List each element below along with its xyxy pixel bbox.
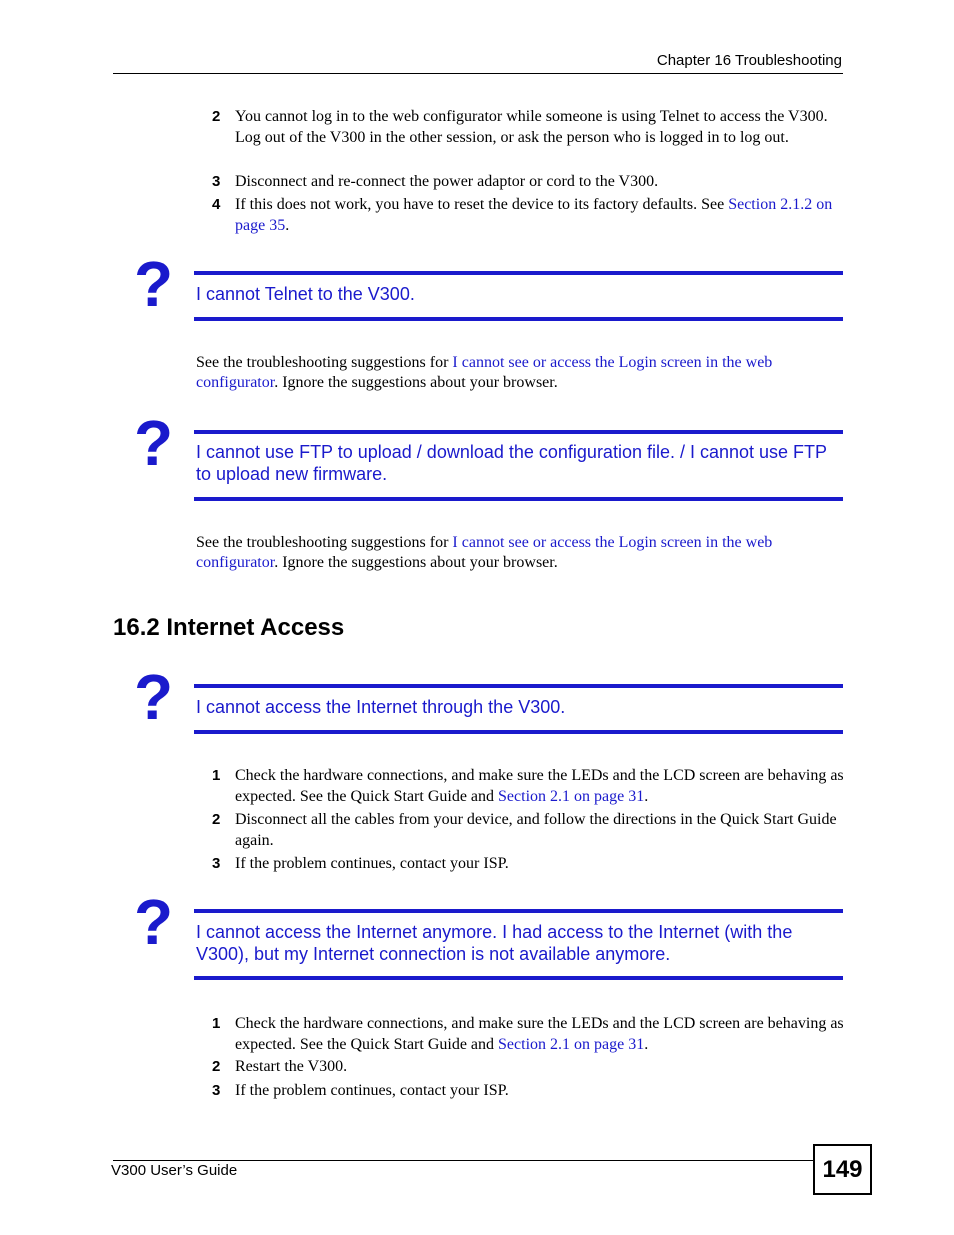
step-text: Disconnect and re-connect the power adaptor or cord to the V300. <box>235 173 659 190</box>
list-item <box>212 106 844 148</box>
list-item <box>212 1056 844 1077</box>
step-text-part: If this does not work, you have to reset the device to its factory defaults. See <box>235 196 729 213</box>
question-title: I cannot use FTP to upload / download the configuration file. / I cannot use FTP to upload new firmware. <box>196 442 827 484</box>
troubleshoot-link[interactable]: I cannot see or access the Login screen in the web configurator <box>196 534 773 571</box>
question-top-bar <box>194 271 843 275</box>
question-top-bar <box>194 684 843 688</box>
question-bottom-bar <box>194 976 843 980</box>
step-text: If the problem continues, contact your ISP. <box>235 1082 509 1099</box>
question-bottom-bar <box>194 730 843 734</box>
question-icon: ? <box>134 407 174 479</box>
question-title: I cannot access the Internet anymore. I had access to the Internet (with the V300), but my Internet connection is not available anymore. <box>196 922 793 964</box>
question-icon: ? <box>134 661 174 733</box>
step-text: You cannot log in to the web configurator while someone is using Telnet to access the V300. Log out of the V300 in the other session, or ask the person who is logged in to log out. <box>235 108 828 146</box>
step-number: 1 <box>212 767 221 784</box>
step-text <box>235 1013 844 1055</box>
step-text-part: Check the hardware connections, and make sure the LEDs and the LCD screen are behaving as expected. See the Quick Start Guide and <box>235 1015 844 1053</box>
header-divider <box>113 73 843 74</box>
step-text-part: . <box>644 788 649 805</box>
answer-text: . Ignore the suggestions about your browser. <box>274 554 558 571</box>
question-top-bar <box>194 430 843 434</box>
step-text-part: . <box>644 1036 649 1053</box>
step-text-part: Check the hardware connections, and make sure the LEDs and the LCD screen are behaving as expected. See the Quick Start Guide and <box>235 767 844 805</box>
step-text: Disconnect all the cables from your device, and follow the directions in the Quick Start Guide again. <box>235 811 837 849</box>
step-text: If the problem continues, contact your ISP. <box>235 855 509 872</box>
step-text <box>235 765 844 807</box>
step-text <box>235 194 844 236</box>
footer-guide-title: V300 User’s Guide <box>111 1162 238 1179</box>
answer-paragraph <box>196 533 836 573</box>
list-item <box>212 765 844 807</box>
list-item <box>212 1080 844 1101</box>
step-number: 4 <box>212 196 221 213</box>
question-icon: ? <box>134 886 174 958</box>
section-link[interactable]: Section 2.1 on page 31 <box>498 788 645 805</box>
answer-paragraph <box>196 353 836 393</box>
step-text-part: . <box>285 217 290 234</box>
step-number: 3 <box>212 1082 221 1099</box>
step-number: 1 <box>212 1015 221 1032</box>
step-number: 3 <box>212 855 221 872</box>
section-link[interactable]: Section 2.1 on page 31 <box>498 1036 645 1053</box>
question-bottom-bar <box>194 317 843 321</box>
running-header: Chapter 16 Troubleshooting <box>656 52 842 69</box>
list-item <box>212 171 844 192</box>
footer-divider <box>113 1160 813 1161</box>
answer-text: . Ignore the suggestions about your browser. <box>274 374 558 391</box>
list-item <box>212 194 844 236</box>
answer-text: See the troubleshooting suggestions for <box>196 534 453 551</box>
page-number: 149 <box>813 1144 872 1195</box>
question-title: I cannot Telnet to the V300. <box>196 284 415 304</box>
step-number: 3 <box>212 173 221 190</box>
question-top-bar <box>194 909 843 913</box>
list-item <box>212 1013 844 1055</box>
question-title: I cannot access the Internet through the V300. <box>196 697 566 717</box>
section-link[interactable]: Section 2.1.2 on page 35 <box>235 196 833 234</box>
question-icon: ? <box>134 248 174 320</box>
troubleshoot-link[interactable]: I cannot see or access the Login screen in the web configurator <box>196 354 773 391</box>
question-bottom-bar <box>194 497 843 501</box>
step-text: Restart the V300. <box>235 1058 348 1075</box>
list-item <box>212 853 844 874</box>
step-number: 2 <box>212 811 221 828</box>
list-item <box>212 809 844 851</box>
step-number: 2 <box>212 108 221 125</box>
section-heading: 16.2 Internet Access <box>113 614 345 641</box>
answer-text: See the troubleshooting suggestions for <box>196 354 453 371</box>
step-number: 2 <box>212 1058 221 1075</box>
